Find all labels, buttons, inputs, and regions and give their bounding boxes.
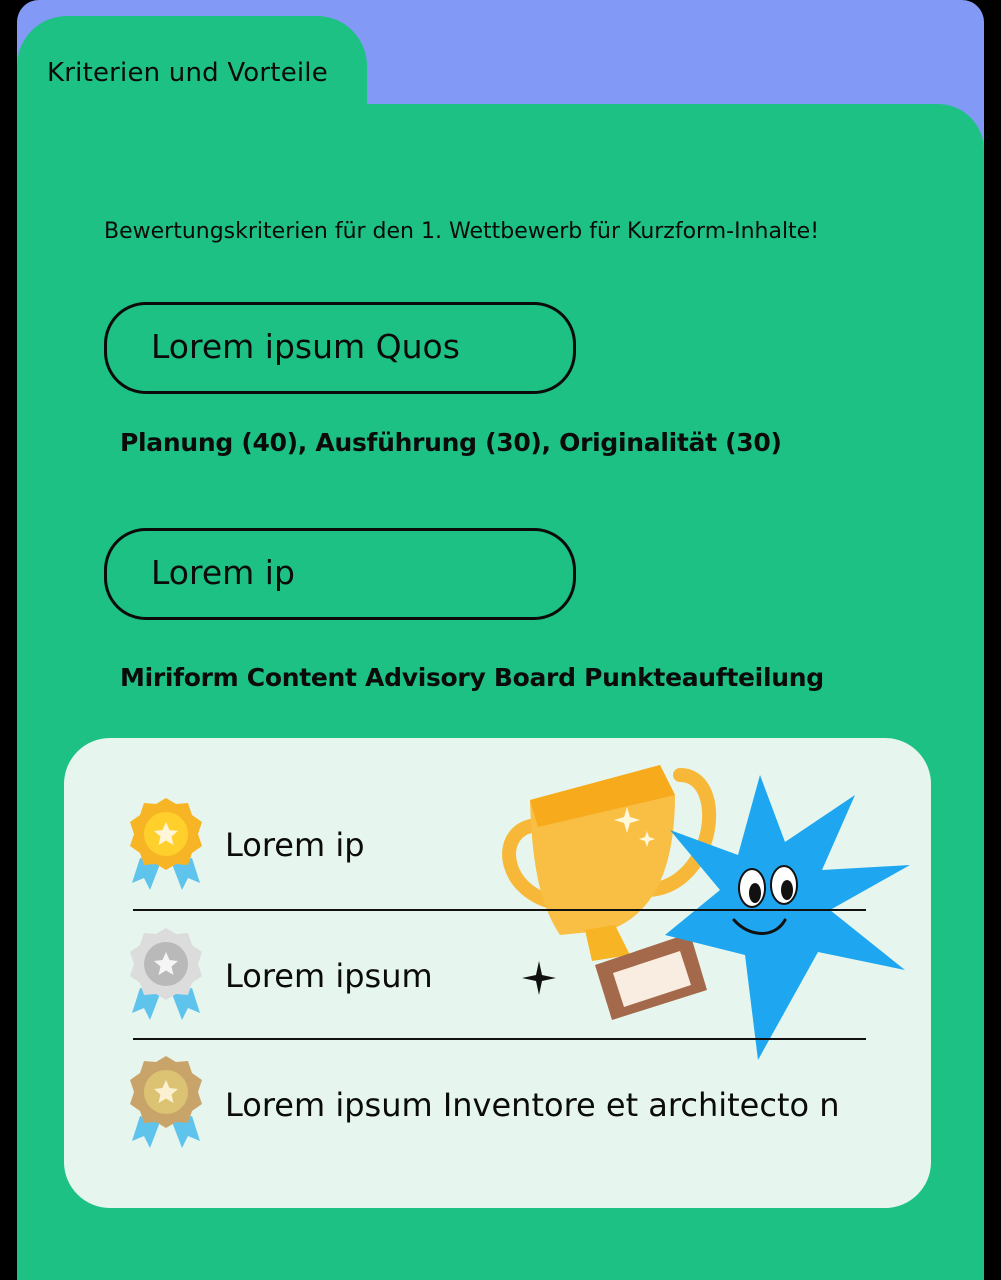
ranking-label-3: Lorem ipsum Inventore et architecto n: [225, 1086, 840, 1124]
ranking-label-2: Lorem ipsum: [225, 957, 433, 995]
section-heading-1: [104, 302, 576, 394]
sparkle-icon: [522, 961, 556, 995]
section-heading-label: Lorem ip: [151, 553, 295, 592]
tab-label: Kriterien und Vorteile: [47, 58, 328, 88]
section-heading-2: [104, 528, 576, 620]
bronze-medal-icon: [126, 1056, 206, 1154]
star-mascot-icon: [660, 770, 915, 1065]
ranking-label-1: Lorem ip: [225, 826, 365, 864]
divider: [133, 1038, 866, 1040]
divider: [133, 909, 866, 911]
gold-medal-icon: [126, 798, 206, 896]
section-description-1: Planung (40), Ausführung (30), Originalität (30): [120, 428, 782, 457]
section-heading-label: Lorem ipsum Quos: [151, 327, 460, 366]
silver-medal-icon: [126, 928, 206, 1026]
section-description-2: Miriform Content Advisory Board Punkteaufteilung: [120, 663, 824, 692]
intro-text: Bewertungskriterien für den 1. Wettbewerb für Kurzform-Inhalte!: [104, 219, 820, 244]
